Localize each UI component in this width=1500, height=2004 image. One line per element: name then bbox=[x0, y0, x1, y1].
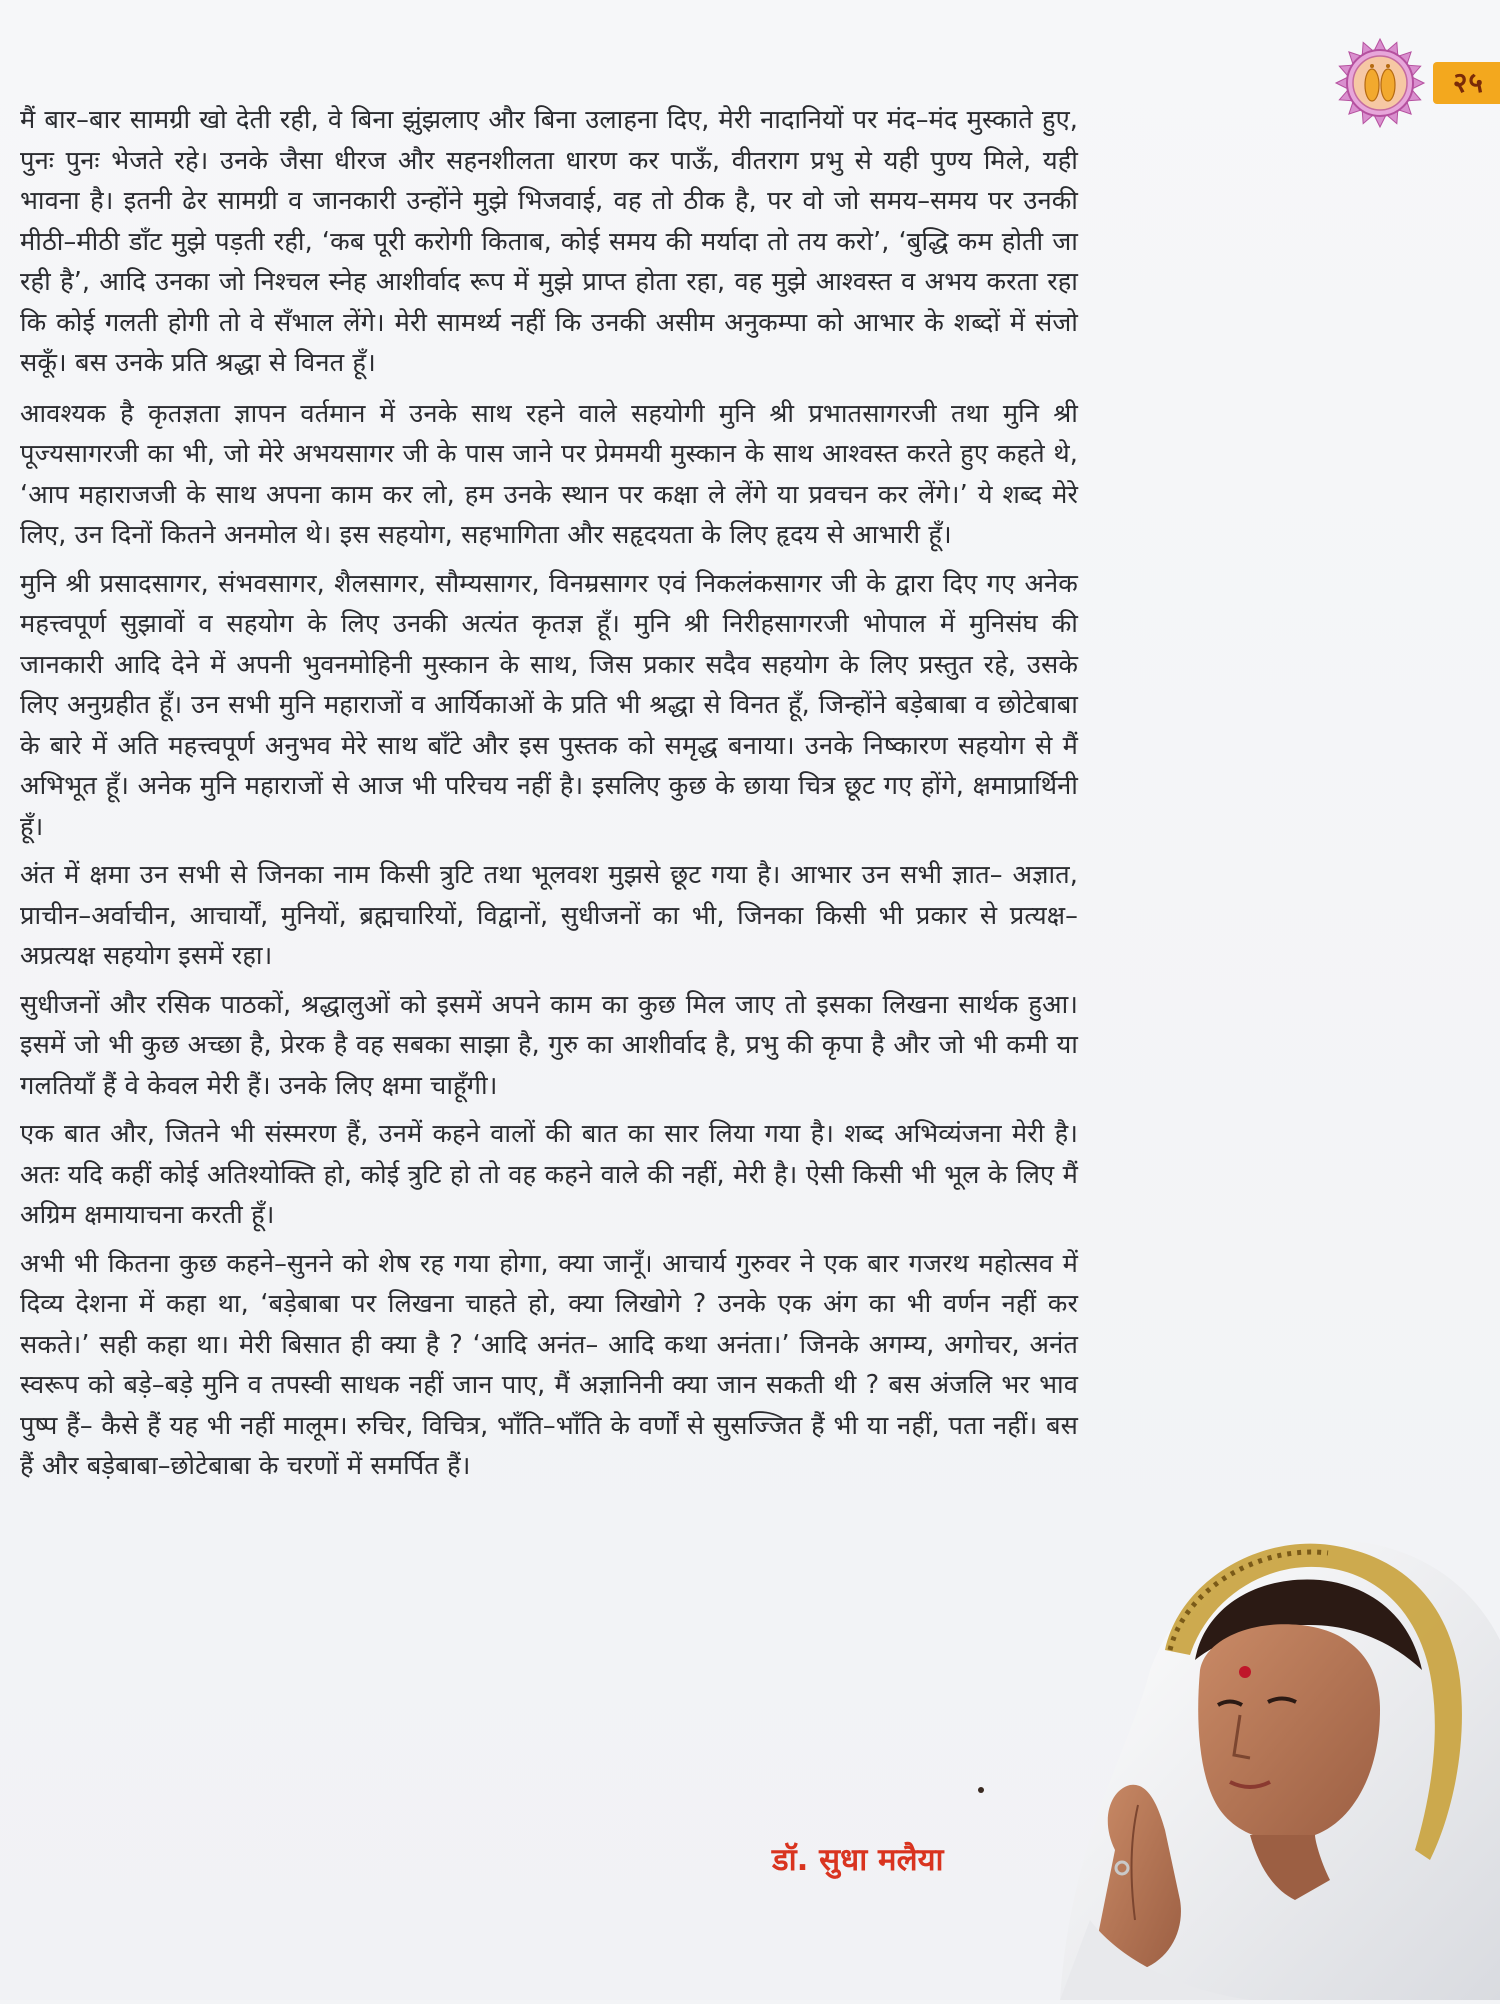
paragraph: अभी भी कितना कुछ कहने–सुनने को शेष रह गया होगा, क्या जानूँ। आचार्य गुरुवर ने एक बार गजरथ महोत्सव में दिव्य देशना में कहा था, ‘बड़ेबाबा पर लिखना चाहते हो, क्या लिखोगे ? उनके एक अंग का भी वर्णन नहीं कर सकते।’ सही कहा था। मेरी बिसात ही क्या है ? ‘आदि अनंत– आदि कथा अनंता।’ जिनके अगम्य, अगोचर, अनंत स्वरूप को बड़े–बड़े मुनि व तपस्वी साधक नहीं जान पाए, मैं अज्ञानिनी क्या जान सकती थी ? बस अंजलि भर भाव पुष्प हैं– कैसे हैं यह भी नहीं मालूम। रुचिर, विचित्र, भाँति–भाँति के वर्णों से सुसज्जित हैं भी या नहीं, पता नहीं। बस हैं और बड़ेबाबा–छोटेबाबा के चरणों में समर्पित हैं। bbox=[20, 1248, 1078, 1481]
body-text bbox=[20, 100, 1078, 1495]
lotus-footprints-icon bbox=[1333, 36, 1427, 130]
ink-dot bbox=[978, 1787, 984, 1793]
paragraph: सुधीजनों और रसिक पाठकों, श्रद्धालुओं को इसमें अपने काम का कुछ मिल जाए तो इसका लिखना सार्थक हुआ। इसमें जो भी कुछ अच्छा है, प्रेरक है वह सबका साझा है, गुरु का आशीर्वाद है, प्रभु की कृपा है और जो भी कमी या गलतियाँ हैं वे केवल मेरी हैं। उनके लिए क्षमा चाहूँगी। bbox=[20, 989, 1078, 1101]
paragraph: आवश्यक है कृतज्ञता ज्ञापन वर्तमान में उनके साथ रहने वाले सहयोगी मुनि श्री प्रभातसागरजी तथा मुनि श्री पूज्यसागरजी का भी, जो मेरे अभयसागर जी के पास जाने पर प्रेममयी मुस्कान के साथ आश्वस्त करते हुए कहते थे, ‘आप महाराजजी के साथ अपना काम कर लो, हम उनके स्थान पर कक्षा ले लेंगे या प्रवचन कर लेंगे।’ ये शब्द मेरे लिए, उन दिनों कितने अनमोल थे। इस सहयोग, सहभागिता और सहृदयता के लिए हृदय से आभारी हूँ। bbox=[20, 398, 1078, 550]
paragraph: एक बात और, जितने भी संस्मरण हैं, उनमें कहने वालों की बात का सार लिया गया है। शब्द अभिव्यंजना मेरी है। अतः यदि कहीं कोई अतिश्योक्ति हो, कोई त्रुटि हो तो वह कहने वाले की नहीं, मेरी है। ऐसी किसी भी भूल के लिए मैं अग्रिम क्षमायाचना करती हूँ। bbox=[20, 1119, 1078, 1230]
author-signature: डॉ. सुधा मलैया bbox=[772, 1842, 944, 1878]
paragraph: मुनि श्री प्रसादसागर, संभवसागर, शैलसागर, सौम्यसागर, विनम्रसागर एवं निकलंकसागर जी के द्वारा दिए गए अनेक महत्त्वपूर्ण सुझावों व सहयोग के लिए उनकी अत्यंत कृतज्ञ हूँ। मुनि श्री निरीहसागरजी भोपाल में मुनिसंघ की जानकारी आदि देने में अपनी भुवनमोहिनी मुस्कान के साथ, जिस प्रकार सदैव सहयोग के लिए प्रस्तुत रहे, उसके लिए अनुग्रहीत हूँ। उन सभी मुनि महाराजों व आर्यिकाओं के प्रति भी श्रद्धा से विनत हूँ, जिन्होंने बड़ेबाबा व छोटेबाबा के बारे में अति महत्त्वपूर्ण अनुभव मेरे साथ बाँटे और इस पुस्तक को समृद्ध बनाया। उनके निष्कारण सहयोग से मैं अभिभूत हूँ। अनेक मुनि महाराजों से आज भी परिचय नहीं है। इसलिए कुछ के छाया चित्र छूट गए होंगे, क्षमाप्रार्थिनी हूँ। bbox=[20, 568, 1079, 842]
page-badge bbox=[1333, 36, 1500, 130]
author-portrait bbox=[1030, 1520, 1500, 2000]
page-number: २५ bbox=[1433, 62, 1500, 104]
paragraph: मैं बार–बार सामग्री खो देती रही, वे बिना झुंझलाए और बिना उलाहना दिए, मेरी नादानियों पर मंद–मंद मुस्काते हुए, पुनः पुनः भेजते रहे। उनके जैसा धीरज और सहनशीलता धारण कर पाऊँ, वीतराग प्रभु से यही पुण्य मिले, यही भावना है। इतनी ढेर सामग्री व जानकारी उन्होंने मुझे भिजवाई, वह तो ठीक है, पर वो जो समय–समय पर उनकी मीठी–मीठी डाँट मुझे पड़ती रही, ‘कब पूरी करोगी किताब, कोई समय की मर्यादा तो तय करो’, ‘बुद्धि कम होती जा रही है’, आदि उनका जो निश्चल स्नेह आशीर्वाद रूप में मुझे प्राप्त होता रहा, वह मुझे आश्वस्त व अभय करता रहा कि कोई गलती होगी तो वे सँभाल लेंगे। मेरी सामर्थ्य नहीं कि उनकी असीम अनुकम्पा को आभार के शब्दों में संजो सकूँ। बस उनके प्रति श्रद्धा से विनत हूँ। bbox=[20, 105, 1079, 378]
paragraph: अंत में क्षमा उन सभी से जिनका नाम किसी त्रुटि तथा भूलवश मुझसे छूट गया है। आभार उन सभी ज्ञात– अज्ञात, प्राचीन–अर्वाचीन, आचार्यों, मुनियों, ब्रह्मचारियों, विद्वानों, सुधीजनों का भी, जिनका किसी भी प्रकार से प्रत्यक्ष–अप्रत्यक्ष सहयोग इसमें रहा। bbox=[20, 860, 1078, 971]
